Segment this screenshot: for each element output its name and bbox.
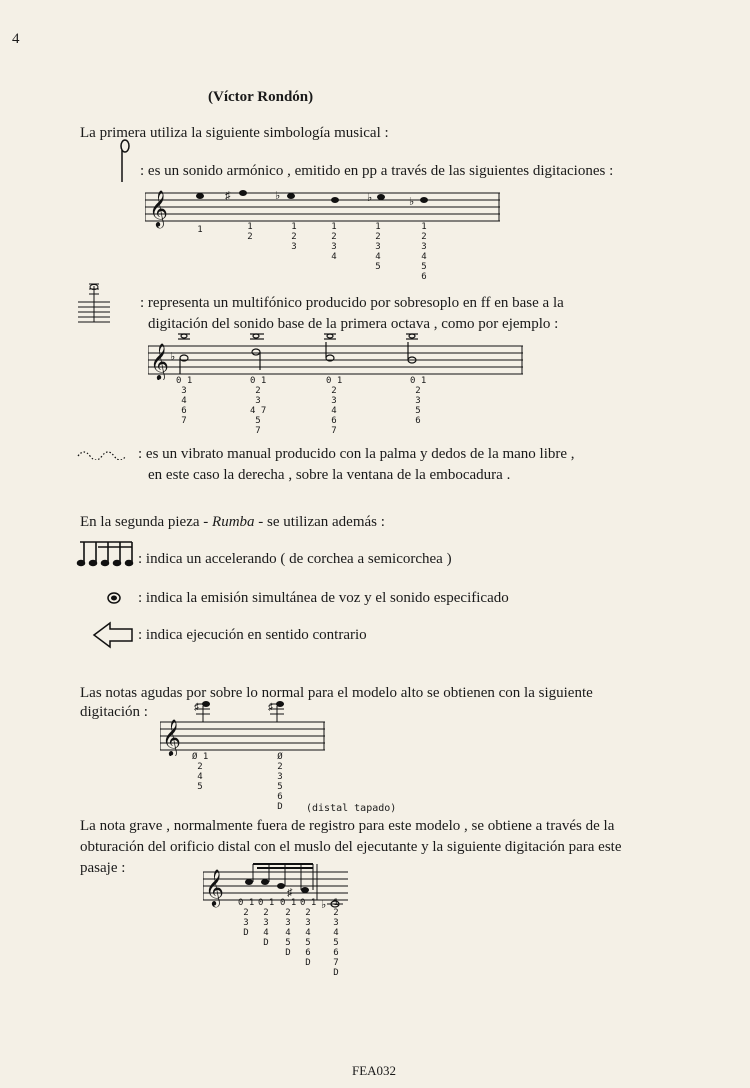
low-note-fingering-3: 0 1 2 3 4 5 D — [280, 898, 297, 958]
reverse-description: : indica ejecución en sentido contrario — [138, 627, 367, 643]
harmonic-fingering-5: 1 2 3 4 5 — [375, 222, 381, 272]
distal-annotation: (distal tapado) — [306, 803, 397, 814]
intro-text: La primera utiliza la siguiente simbología musical : — [80, 125, 389, 141]
high-notes-staff — [160, 700, 325, 756]
high-notes-line-2: digitación : — [80, 704, 148, 720]
second-piece-intro: En la segunda pieza - Rumba - se utilizan además : — [80, 514, 385, 530]
svg-text:𝄞: 𝄞 — [205, 868, 224, 906]
multiphonic-fingering-2: 0 1 2 3 4 7 5 7 — [250, 376, 267, 436]
accelerando-beams-icon — [76, 538, 136, 568]
svg-text:♭: ♭ — [321, 899, 327, 910]
low-note-fingering-1: 0 1 2 3 D — [238, 898, 255, 938]
multiphonic-fingering-4: 0 1 2 3 5 6 — [410, 376, 427, 426]
svg-text:𝄞: 𝄞 — [150, 342, 169, 380]
harmonic-fingering-4: 1 2 3 4 — [331, 222, 337, 262]
low-note-line-2: obturación del orificio distal con el muslo del ejecutante y la siguiente digitación para este — [80, 839, 622, 855]
vibrato-line-1: : es un vibrato manual producido con la palma y dedos de la mano libre , — [138, 446, 575, 462]
low-note-fingering-2: 0 1 2 3 4 D — [258, 898, 275, 948]
svg-text:♯: ♯ — [194, 702, 199, 713]
harmonic-fingering-1: 1 — [197, 225, 203, 235]
low-note-line-1: La nota grave , normalmente fuera de registro para este modelo , se obtiene a través de la — [80, 818, 615, 834]
high-note-fingering-2: Ø 2 3 5 6 D — [277, 752, 283, 812]
svg-text:𝄞: 𝄞 — [162, 718, 181, 756]
harmonic-fingering-3: 1 2 3 — [291, 222, 297, 252]
accelerando-description: : indica un accelerando ( de corchea a semicorchea ) — [138, 551, 452, 567]
reverse-arrow-icon — [92, 620, 134, 650]
harmonic-description: : es un sonido armónico , emitido en pp a través de las siguientes digitaciones : — [140, 163, 614, 179]
page-number: 4 — [12, 31, 20, 47]
footer-code: FEA032 — [352, 1063, 397, 1078]
harmonic-note-icon — [116, 138, 134, 184]
svg-text:♭: ♭ — [367, 192, 373, 204]
svg-text:♯: ♯ — [225, 190, 231, 202]
author: (Víctor Rondón) — [208, 89, 314, 105]
multiphonic-line-1: : representa un multifónico producido por sobresoplo en ff en base a la — [140, 295, 564, 311]
svg-text:♭: ♭ — [170, 351, 176, 363]
low-note-line-3: pasaje : — [80, 860, 126, 876]
low-note-fingering-5: 1 2 3 4 5 6 7 D — [333, 898, 339, 978]
vibrato-wave-icon — [76, 446, 136, 460]
high-notes-line-1: Las notas agudas por sobre lo normal para el modelo alto se obtienen con la siguiente — [80, 685, 593, 701]
svg-text:𝄞: 𝄞 — [149, 189, 168, 227]
multiphonic-fingering-3: 0 1 2 3 4 6 7 — [326, 376, 343, 436]
svg-text:♭: ♭ — [275, 190, 281, 202]
harmonic-fingering-2: 1 2 — [247, 222, 253, 242]
voice-description: : indica la emisión simultánea de voz y el sonido especificado — [138, 590, 509, 606]
multiphonic-symbol-icon — [76, 282, 112, 324]
high-note-fingering-1: Ø 1 2 4 5 — [192, 752, 209, 792]
svg-text:♭: ♭ — [409, 196, 415, 208]
multiphonic-staff — [148, 330, 523, 380]
svg-text:♯: ♯ — [268, 702, 273, 713]
multiphonic-line-2: digitación del sonido base de la primera octava , como por ejemplo : — [148, 316, 559, 332]
harmonic-fingering-6: 1 2 3 4 5 6 — [421, 222, 427, 282]
low-note-fingering-4: 0 1 2 3 4 5 6 D — [300, 898, 317, 968]
vibrato-line-2: en este caso la derecha , sobre la ventana de la embocadura . — [148, 467, 511, 483]
multiphonic-fingering-1: 0 1 3 4 6 7 — [176, 376, 193, 426]
svg-text:♯: ♯ — [287, 887, 293, 899]
low-note-staff — [203, 860, 348, 910]
voice-note-icon — [106, 590, 122, 606]
